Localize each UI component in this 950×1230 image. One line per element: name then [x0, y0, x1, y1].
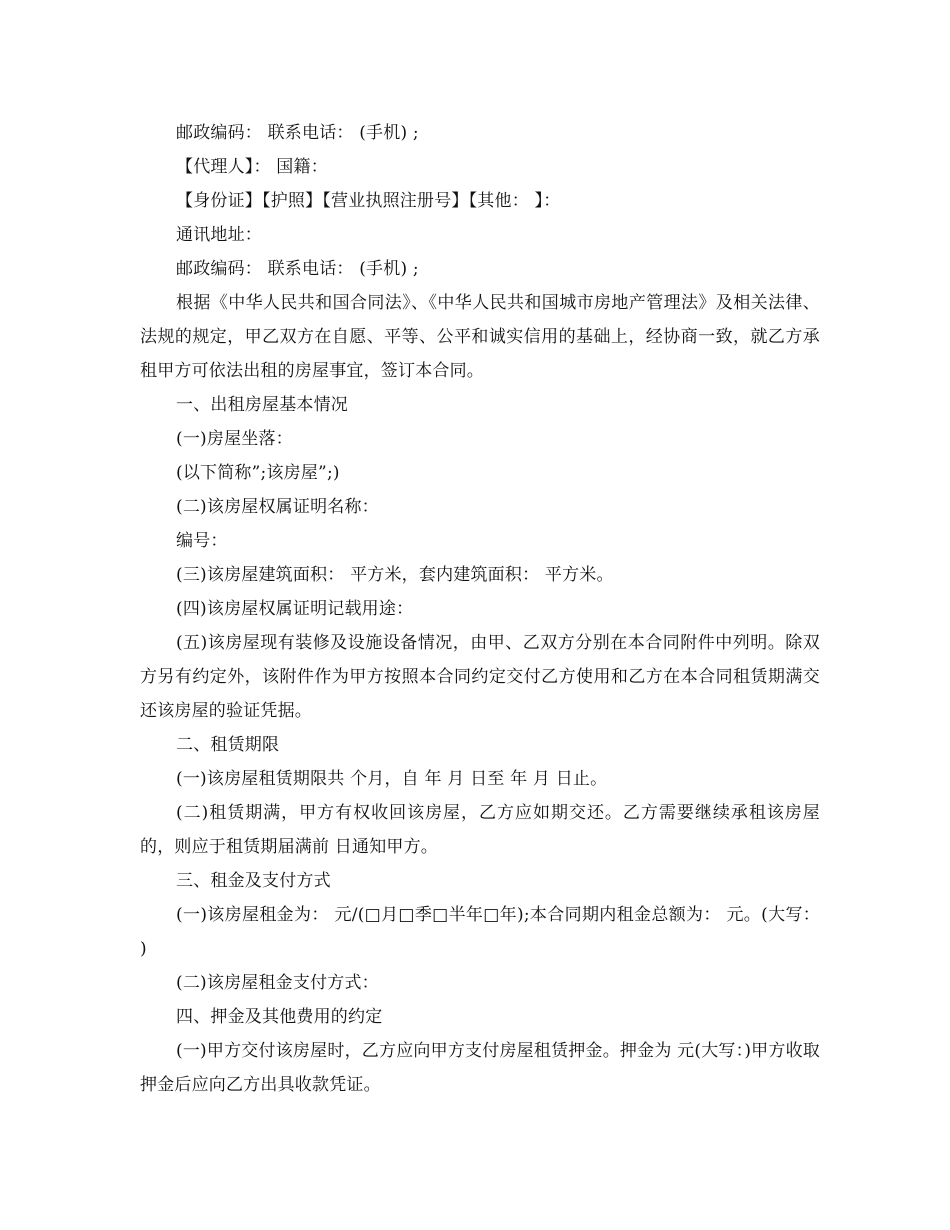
paragraph-agent: 【代理人】： 国籍： [176, 157, 328, 177]
paragraph-rent-amount: (一)该房屋租金为： 元/(□月□季□半年□年);本合同期内租金总额为： 元。(大写： ) [140, 905, 820, 959]
paragraph-lease-expiry: (二)租赁期满，甲方有权收回该房屋，乙方应如期交还。乙方需要继续承租该房屋的，则应于租赁期届满前 日通知甲方。 [140, 803, 820, 857]
paragraph-legal-basis: 根据《中华人民共和国合同法》、《中华人民共和国城市房地产管理法》及相关法律、法规的规定，甲乙双方在自愿、平等、公平和诚实信用的基础上，经协商一致，就乙方承租甲方可依法出租的房屋事宜，签订本合同。 [140, 293, 820, 381]
paragraph-fixtures: (五)该房屋现有装修及设施设备情况，由甲、乙双方分别在本合同附件中列明。除双方另有约定外，该附件作为甲方按照本合同约定交付乙方使用和乙方在本合同租赁期满交还该房屋的验证凭据。 [140, 633, 820, 721]
paragraph-address: 通讯地址： [176, 225, 262, 245]
paragraph-id-type: 【身份证】【护照】【营业执照注册号】【其他： 】： [176, 191, 561, 211]
section-heading-3: 三、租金及支付方式 [176, 871, 331, 891]
paragraph-ownership-cert-name: (二)该房屋权属证明名称： [176, 497, 379, 517]
section-heading-1: 一、出租房屋基本情况 [176, 395, 348, 415]
section-heading-2: 二、租赁期限 [176, 735, 280, 755]
paragraph-number: 编号： [176, 531, 228, 551]
paragraph-lease-term: (一)该房屋租赁期限共 个月，自 年 月 日至 年 月 日止。 [176, 769, 608, 789]
paragraph-postal-code-1: 邮政编码： 联系电话： (手机) ; [176, 123, 419, 143]
paragraph-deposit: (一)甲方交付该房屋时，乙方应向甲方支付房屋租赁押金。押金为 元(大写：)甲方收取押金后应向乙方出具收款凭证。 [140, 1041, 820, 1095]
paragraph-floor-area: (三)该房屋建筑面积： 平方米，套内建筑面积： 平方米。 [176, 565, 614, 585]
paragraph-rent-payment: (二)该房屋租金支付方式： [176, 973, 379, 993]
document-body [140, 116, 820, 1102]
paragraph-abbreviation: (以下简称”;该房屋”;) [176, 463, 340, 483]
paragraph-usage: (四)该房屋权属证明记载用途： [176, 599, 414, 619]
paragraph-house-location: (一)房屋坐落： [176, 429, 293, 449]
section-heading-4: 四、押金及其他费用的约定 [176, 1007, 383, 1027]
paragraph-postal-code-2: 邮政编码： 联系电话： (手机) ; [176, 259, 419, 279]
